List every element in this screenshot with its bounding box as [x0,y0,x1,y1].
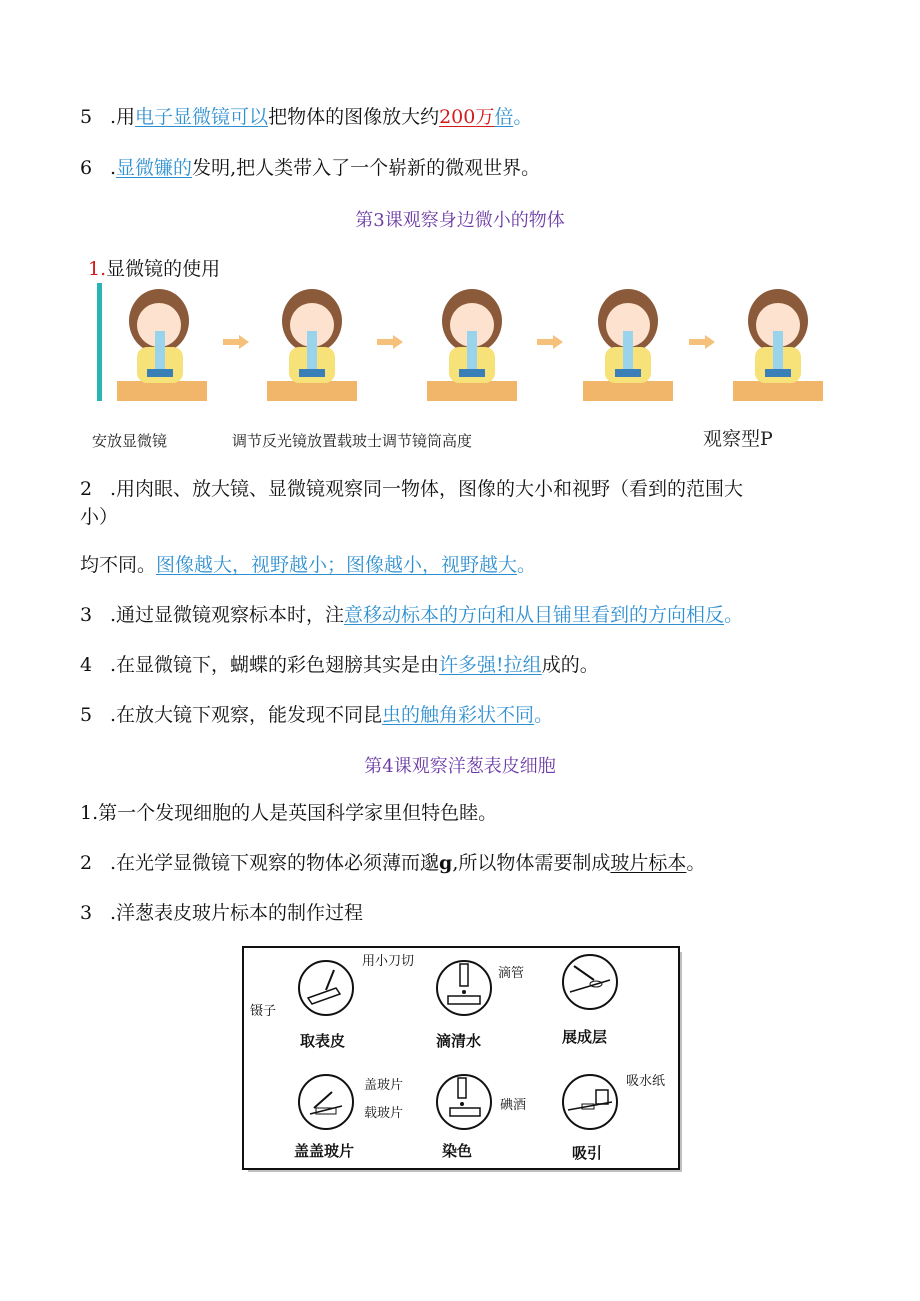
label-absorbent-paper: 吸水纸 [626,1074,666,1089]
label-dropper: 滴管 [498,966,525,981]
label-iodine: 碘酒 [500,1098,527,1113]
item-1-microscope-use: 1.显微镜的使用 [88,258,221,280]
caption-place-microscope: 安放显微镜 [92,432,168,450]
label-tweezers: 镊子 [250,1004,277,1019]
teal-side-bar [97,283,102,401]
caption-observe: 观察型P [703,428,773,450]
step-stain: 染色 [442,1142,473,1160]
step-drop-water: 滴清水 [436,1032,482,1050]
caption-adjust-steps: 调节反光镜放置载玻士调节镜筒高度 [232,432,473,450]
drop-water-icon [434,958,494,1018]
arrow-right-icon [689,335,715,349]
lesson-3-heading: 第3课观察身边微小的物体 [355,210,565,231]
arrow-right-icon [223,335,249,349]
item-3-direction: 3 .通过显微镜观察标本时，注意移动标本的方向和从目铺里看到的方向相反。 [80,604,744,626]
item-6-microscope-invention: 6 .显微镰的发明,把人类带入了一个崭新的微观世界。 [80,157,541,179]
arrow-right-icon [537,335,563,349]
item-5-insect-antennae: 5 .在放大镜下观察，能发现不同昆虫的触角彩状不同。 [80,704,554,726]
absorb-icon [560,1072,620,1132]
item-3-process-title: 3 .洋葱表皮玻片标本的制作过程 [80,902,364,924]
step-absorb: 吸引 [572,1144,603,1162]
onion-slide-process-diagram [242,946,680,1170]
label-cover-slip: 盖玻片 [364,1078,404,1093]
peel-skin-icon [296,958,356,1018]
label-knife: 用小刀切 [362,954,415,969]
microscope-steps-illustration [97,283,829,403]
step-take-skin: 取表皮 [300,1032,346,1050]
step-cover-slip: 盖盖玻片 [294,1142,355,1160]
spread-layer-icon [560,952,620,1012]
arrow-right-icon [377,335,403,349]
item-2-thin-slides: 2 .在光学显微镜下观察的物体必须薄而邈g,所以物体需要制成玻片标本。 [80,852,706,874]
girl-at-microscope-icon [583,283,673,403]
item-4-butterfly: 4 .在显微镜下，蝴蝶的彩色翅膀其实是由许多强!拉组成的。 [80,654,599,676]
girl-at-microscope-icon [733,283,823,403]
label-slide: 载玻片 [364,1106,404,1121]
girl-at-microscope-icon [117,283,207,403]
step-spread-layer: 展成层 [562,1028,608,1046]
item-2-continuation: 小） [80,506,119,528]
item-2-compare-views: 2 .用肉眼、放大镜、显微镜观察同一物体，图像的大小和视野（看到的范围大 [80,478,744,500]
cover-slip-icon [296,1072,356,1132]
item-5-electron-microscope: 5 .用电子显微镜可以把物体的图像放大约200万倍。 [80,106,533,128]
girl-at-microscope-icon [267,283,357,403]
girl-at-microscope-icon [427,283,517,403]
stain-icon [434,1072,494,1132]
item-2-conclusion: 均不同。图像越大，视野越小；图像越小，视野越大。 [80,554,537,576]
item-1-cell-discoverer: 1.第一个发现细胞的人是英国科学家里但特色睦。 [80,802,498,824]
lesson-4-heading: 第4课观察洋葱表皮细胞 [364,756,556,777]
